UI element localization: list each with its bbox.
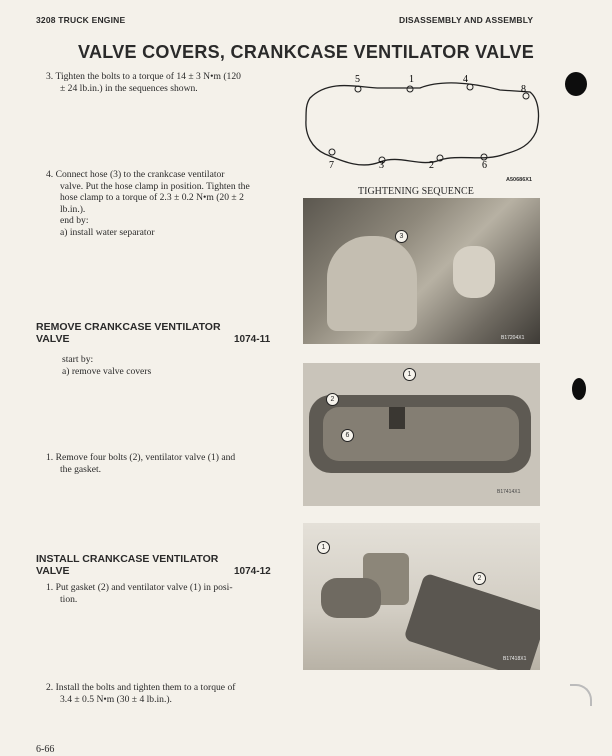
seq-label-6: 6	[482, 160, 487, 171]
photo2-callout-1: 1	[403, 368, 416, 381]
remove-section-code: 1074-11	[234, 334, 271, 345]
photo-install-valve	[303, 523, 540, 670]
install-step-2-line-1: Install the bolts and tighten them to a torque of	[55, 682, 236, 693]
install-heading-line-1: INSTALL CRANKCASE VENTILATOR	[36, 553, 219, 565]
seq-label-8: 8	[521, 84, 526, 95]
tightening-sequence-diagram	[300, 70, 545, 190]
binder-hole-middle	[572, 378, 586, 400]
step-4-line-3: hose clamp to a torque of 2.3 ± 0.2 N•m (20 ± 2	[60, 192, 244, 204]
install-section-code: 1074-12	[234, 566, 271, 577]
step-3	[46, 71, 286, 94]
binder-hole-bottom	[570, 684, 592, 706]
seq-label-5: 5	[355, 74, 360, 85]
diagram-code: A50686X1	[506, 177, 532, 183]
photo2-callout-6: 6	[341, 429, 354, 442]
remove-step-1	[46, 452, 286, 475]
remove-heading-line-1: REMOVE CRANKCASE VENTILATOR	[36, 321, 221, 333]
remove-step-1-line-2: the gasket.	[60, 463, 102, 475]
photo2-code: B17414X1	[497, 489, 521, 495]
step-4-line-1: Connect hose (3) to the crankcase ventilator	[55, 169, 225, 180]
page-title: VALVE COVERS, CRANKCASE VENTILATOR VALVE	[77, 42, 535, 62]
photo-valve-cover	[303, 363, 540, 506]
step-3-line-2: ± 24 lb.in.) in the sequences shown.	[60, 82, 198, 94]
remove-section-heading	[36, 321, 221, 345]
step-4	[46, 169, 286, 239]
step-3-line-1: Tighten the bolts to a torque of 14 ± 3 N•m (120	[55, 71, 241, 82]
install-step-1-line-1: Put gasket (2) and ventilator valve (1) in posi-	[55, 582, 233, 593]
seq-label-3: 3	[379, 160, 384, 171]
ventilator-housing	[327, 236, 417, 331]
bolt-7	[329, 149, 335, 155]
install-step-2-number: 2.	[46, 682, 54, 693]
install-step-2-line-2: 3.4 ± 0.5 N•m (30 ± 4 lb.in.).	[60, 693, 172, 705]
seq-label-7: 7	[329, 160, 334, 171]
remove-step-1-number: 1.	[46, 452, 54, 463]
step-4-number: 4.	[46, 169, 54, 180]
bolt-5	[355, 86, 361, 92]
page-number: 6-66	[36, 744, 55, 755]
ventilator-valve-part	[389, 407, 405, 429]
valve-cover-outline	[306, 83, 539, 165]
step-4-line-4: lb.in.).	[60, 203, 86, 215]
start-by-label: start by:	[62, 354, 94, 365]
header-left: 3208 TRUCK ENGINE	[36, 15, 126, 25]
bolt-1	[407, 86, 413, 92]
photo1-code: B17204X1	[501, 335, 525, 341]
install-heading-line-2: VALVE	[36, 565, 70, 577]
step-4-line-2: valve. Put the hose clamp in position. Tighten the	[60, 180, 250, 192]
header-right: DISASSEMBLY AND ASSEMBLY	[399, 15, 534, 25]
seq-label-2: 2	[429, 160, 434, 171]
install-section-heading	[36, 553, 218, 577]
hand	[453, 246, 495, 298]
photo3-code: B17418X1	[503, 656, 527, 662]
seq-label-1: 1	[409, 74, 414, 85]
photo-hose-connection	[303, 198, 540, 344]
photo2-callout-2: 2	[326, 393, 339, 406]
photo3-callout-1: 1	[317, 541, 330, 554]
start-by-item-a: a) remove valve covers	[62, 366, 152, 377]
install-step-1	[46, 582, 286, 605]
photo3-callout-2: 2	[473, 572, 486, 585]
remove-heading-line-2: VALVE	[36, 333, 70, 345]
remove-step-1-line-1: Remove four bolts (2), ventilator valve (1) and	[55, 452, 236, 463]
install-step-1-number: 1.	[46, 582, 54, 593]
end-by-label: end by:	[60, 215, 89, 227]
install-step-1-line-2: tion.	[60, 593, 78, 605]
binder-hole-top	[565, 72, 587, 96]
photo1-callout-3: 3	[395, 230, 408, 243]
end-by-item-a: a) install water separator	[60, 226, 155, 238]
install-step-2	[46, 682, 286, 705]
diagram-caption: TIGHTENING SEQUENCE	[358, 186, 474, 197]
seq-label-4: 4	[463, 74, 468, 85]
step-3-number: 3.	[46, 71, 54, 82]
hands	[321, 578, 381, 618]
